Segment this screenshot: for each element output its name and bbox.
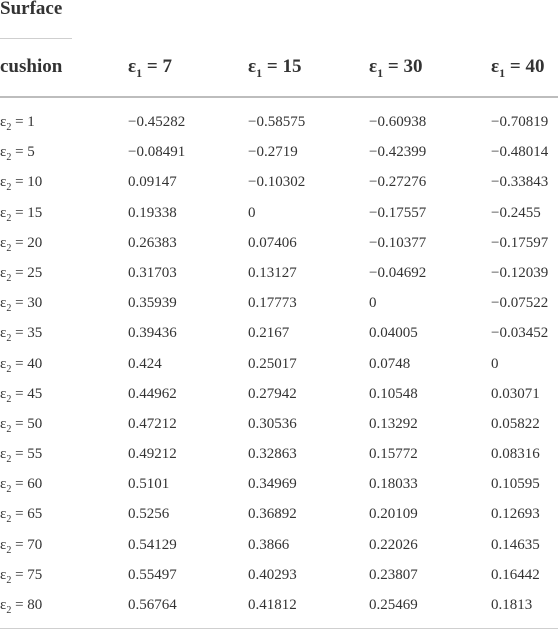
row-label-value: = 75 <box>11 566 43 583</box>
row-label-subscript: 2 <box>6 393 12 405</box>
table-cell: 0.47212 <box>128 415 177 432</box>
row-label-value: = 1 <box>11 114 35 130</box>
table-cell: −0.33843 <box>491 174 549 191</box>
row-label <box>0 144 35 163</box>
table-cell: −0.08491 <box>128 144 186 161</box>
table-cell: 0.05822 <box>491 415 540 432</box>
table-cell: 0.20109 <box>369 506 418 523</box>
table-cell: 0.10548 <box>369 385 418 402</box>
table-cell: 0.14635 <box>491 536 540 553</box>
table-title: Surface <box>0 0 63 19</box>
row-label <box>0 567 42 586</box>
header-value: = 7 <box>142 56 172 77</box>
row-label-symbol: ε <box>0 264 7 281</box>
table-cell: 0.41812 <box>248 597 297 613</box>
header-subscript: 1 <box>377 65 384 80</box>
table-row <box>0 295 558 325</box>
table-cell: −0.27276 <box>369 174 427 191</box>
row-label <box>0 356 42 375</box>
row-label <box>0 174 42 193</box>
header-value: = 30 <box>383 56 423 77</box>
table-cell: 0.56764 <box>128 597 177 613</box>
table-row <box>0 356 558 386</box>
title-row <box>0 0 72 39</box>
bottom-rule <box>0 628 558 629</box>
table-cell: 0.5101 <box>128 476 170 493</box>
table-cell: 0 <box>491 355 499 372</box>
table-row <box>0 325 558 355</box>
table-cell: −0.17597 <box>491 234 549 251</box>
table-cell: −0.48014 <box>491 144 549 161</box>
row-label <box>0 597 42 616</box>
row-label-subscript: 2 <box>6 484 12 496</box>
table-cell: −0.10377 <box>369 234 427 251</box>
table-cell: 0.424 <box>128 355 162 372</box>
table-row <box>0 265 558 295</box>
table-cell: 0.35939 <box>128 295 177 312</box>
table-cell: −0.2719 <box>248 144 298 161</box>
row-label-symbol: ε <box>0 114 7 130</box>
row-label-value: = 10 <box>11 174 43 191</box>
table-cell: 0.18033 <box>369 476 418 493</box>
header-eps1-15 <box>248 56 301 81</box>
table-row <box>0 567 558 597</box>
table-cell: 0.13127 <box>248 264 297 281</box>
row-label-value: = 5 <box>11 144 35 161</box>
row-label-value: = 25 <box>11 264 43 281</box>
table-cell: 0.04005 <box>369 325 418 342</box>
row-label-symbol: ε <box>0 415 7 432</box>
table-row <box>0 597 558 627</box>
row-label <box>0 476 42 495</box>
header-symbol: ε <box>128 56 137 77</box>
row-label <box>0 446 42 465</box>
header-subscript: 1 <box>499 65 506 80</box>
table-cell: 0 <box>248 204 256 221</box>
row-label <box>0 325 42 344</box>
table-cell: 0.49212 <box>128 446 177 463</box>
table-cell: −0.10302 <box>248 174 306 191</box>
row-label <box>0 295 42 314</box>
row-label-symbol: ε <box>0 174 7 191</box>
row-label-subscript: 2 <box>6 514 12 526</box>
table-cell: 0.17773 <box>248 295 297 312</box>
header-eps1-40 <box>491 56 544 81</box>
table-cell: 0.55497 <box>128 566 177 583</box>
row-label-value: = 55 <box>11 446 43 463</box>
table-cell: −0.60938 <box>369 114 427 130</box>
table-cell: 0.34969 <box>248 476 297 493</box>
row-label-value: = 40 <box>11 355 43 372</box>
table-cell: 0.15772 <box>369 446 418 463</box>
row-label-subscript: 2 <box>6 544 12 556</box>
table-cell: −0.58575 <box>248 114 306 130</box>
row-label-subscript: 2 <box>6 574 12 586</box>
row-label <box>0 537 42 556</box>
row-label-value: = 50 <box>11 415 43 432</box>
header-value: = 40 <box>505 56 545 77</box>
table-row <box>0 537 558 567</box>
row-label <box>0 205 42 224</box>
header-eps1-30 <box>369 56 422 81</box>
row-label-value: = 35 <box>11 325 43 342</box>
row-label-subscript: 2 <box>6 454 12 466</box>
row-label-symbol: ε <box>0 446 7 463</box>
row-label <box>0 416 42 435</box>
table-cell: 0.2167 <box>248 325 290 342</box>
table-cell: 0.08316 <box>491 446 540 463</box>
row-label-value: = 15 <box>11 204 43 221</box>
row-label-symbol: ε <box>0 597 7 613</box>
row-label-symbol: ε <box>0 234 7 251</box>
row-label-symbol: ε <box>0 204 7 221</box>
table-row <box>0 446 558 476</box>
row-label-symbol: ε <box>0 566 7 583</box>
table-cell: 0.23807 <box>369 566 418 583</box>
table-cell: −0.2455 <box>491 204 541 221</box>
table-cell: 0.09147 <box>128 174 177 191</box>
table-cell: 0.22026 <box>369 536 418 553</box>
table-row <box>0 144 558 174</box>
row-label-subscript: 2 <box>6 423 12 435</box>
table-row <box>0 506 558 536</box>
header-cushion: cushion <box>0 56 63 77</box>
row-label-symbol: ε <box>0 506 7 523</box>
table-row <box>0 416 558 446</box>
row-label-symbol: ε <box>0 476 7 493</box>
table-cell: 0.25017 <box>248 355 297 372</box>
header-symbol: ε <box>369 56 378 77</box>
row-label <box>0 506 42 525</box>
table-row <box>0 174 558 204</box>
header-eps1-7 <box>128 56 172 81</box>
table-cell: 0.3866 <box>248 536 290 553</box>
table-cell: 0.03071 <box>491 385 540 402</box>
table-cell: 0.36892 <box>248 506 297 523</box>
row-label-value: = 70 <box>11 536 43 553</box>
table-cell: 0.31703 <box>128 264 177 281</box>
row-label-symbol: ε <box>0 536 7 553</box>
row-label-value: = 60 <box>11 476 43 493</box>
row-label <box>0 265 42 284</box>
table-cell: 0.5256 <box>128 506 170 523</box>
table-cell: 0.39436 <box>128 325 177 342</box>
row-label-subscript: 2 <box>6 242 12 254</box>
row-label-value: = 30 <box>11 295 43 312</box>
row-label-subscript: 2 <box>6 122 12 133</box>
row-label <box>0 386 42 405</box>
table-cell: −0.07522 <box>491 295 549 312</box>
table-cell: −0.70819 <box>491 114 549 130</box>
table-cell: 0.19338 <box>128 204 177 221</box>
row-label-symbol: ε <box>0 385 7 402</box>
table-cell: 0.44962 <box>128 385 177 402</box>
row-label-subscript: 2 <box>6 152 12 164</box>
table-cell: 0.40293 <box>248 566 297 583</box>
row-label-symbol: ε <box>0 325 7 342</box>
row-label-subscript: 2 <box>6 272 12 284</box>
row-label-symbol: ε <box>0 295 7 312</box>
table-cell: 0.16442 <box>491 566 540 583</box>
table-row <box>0 386 558 416</box>
table-cell: 0.07406 <box>248 234 297 251</box>
table-row <box>0 205 558 235</box>
table-cell: 0.12693 <box>491 506 540 523</box>
header-symbol: ε <box>491 56 500 77</box>
table-cell: −0.04692 <box>369 264 427 281</box>
table-cell: 0.30536 <box>248 415 297 432</box>
table-cell: 0.0748 <box>369 355 411 372</box>
table-cell: 0.25469 <box>369 597 418 613</box>
table-row <box>0 114 558 144</box>
row-label-subscript: 2 <box>6 333 12 345</box>
row-label-symbol: ε <box>0 355 7 372</box>
row-label-subscript: 2 <box>6 363 12 375</box>
row-label-subscript: 2 <box>6 605 12 616</box>
table-cell: −0.17557 <box>369 204 427 221</box>
row-label-symbol: ε <box>0 144 7 161</box>
table-cell: −0.42399 <box>369 144 427 161</box>
table-body <box>0 114 558 627</box>
table-cell: 0.1813 <box>491 597 533 613</box>
table-row <box>0 476 558 506</box>
table-cell: −0.12039 <box>491 264 549 281</box>
row-label <box>0 114 35 133</box>
table-cell: 0.26383 <box>128 234 177 251</box>
table-row <box>0 235 558 265</box>
table-cell: −0.45282 <box>128 114 186 130</box>
table-cell: 0.13292 <box>369 415 418 432</box>
row-label-subscript: 2 <box>6 182 12 194</box>
table-header <box>0 38 558 98</box>
header-subscript: 1 <box>256 65 263 80</box>
header-value: = 15 <box>262 56 302 77</box>
row-label <box>0 235 42 254</box>
row-label-subscript: 2 <box>6 212 12 224</box>
table-cell: 0.10595 <box>491 476 540 493</box>
table-cell: 0 <box>369 295 377 312</box>
row-label-value: = 45 <box>11 385 43 402</box>
table-cell: 0.27942 <box>248 385 297 402</box>
table-cell: 0.54129 <box>128 536 177 553</box>
header-symbol: ε <box>248 56 257 77</box>
table-cell: 0.32863 <box>248 446 297 463</box>
row-label-value: = 20 <box>11 234 43 251</box>
row-label-value: = 65 <box>11 506 43 523</box>
table-cell: −0.03452 <box>491 325 549 342</box>
row-label-subscript: 2 <box>6 303 12 315</box>
row-label-value: = 80 <box>11 597 43 613</box>
header-subscript: 1 <box>136 65 143 80</box>
